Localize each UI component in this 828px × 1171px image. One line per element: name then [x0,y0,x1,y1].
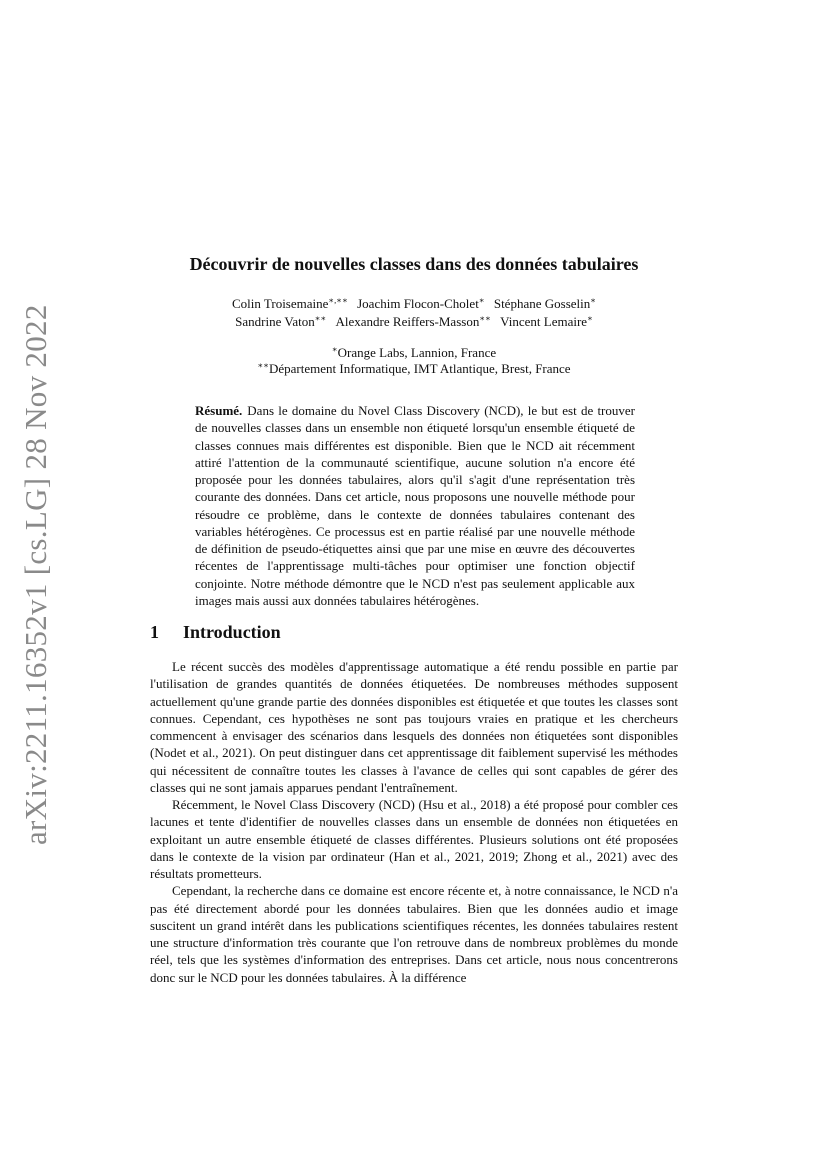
paragraph: Cependant, la recherche dans ce domaine est encore récente et, à notre connaissance, le NCD n'a pas été directement abordé pour les données tabulaires. Bien que les données audio et image suscitent un grand intérêt dans les publications scientifiques récentes, les données tabulaires restent une structure d'information très courante que l'on retrouve dans de nombreux problèmes du monde réel, tels que les systèmes d'information des entreprises. Dans cet article, nous nous concentrerons donc sur le NCD pour les données tabulaires. À la différence [150,883,678,985]
author-name: Stéphane Gosselin∗ [493,295,597,311]
author-line [150,295,678,313]
abstract-text: Dans le domaine du Novel Class Discovery (NCD), le but est de trouver de nouvelles classes dans un ensemble non étiqueté lorsqu'un ensemble étiqueté de classes connues mais différentes est disponible. Bien que le NCD ait récemment attiré l'attention de la communauté scientifique, aucune solution n'a encore été proposée pour les données tabulaires, alors qu'il s'agit d'une représentation très courante des données. Dans cet article, nous proposons une nouvelle méthode pour résoudre ce problème, dans le contexte de données tabulaires contenant des variables hétérogènes. Ce processus est en partie réalisé par une nouvelle méthode de définition de pseudo-étiquettes ainsi que par une mise en œuvre des découvertes récentes de l'apprentissage multi-tâches pour optimiser une fonction objectif conjointe. Notre méthode démontre que le NCD n'est pas seulement applicable aux images mais aussi aux données tabulaires hétérogènes. [195,403,635,608]
author-line [150,313,678,331]
abstract [195,402,635,609]
paper-title: Découvrir de nouvelles classes dans des données tabulaires [189,254,639,274]
section-title: Introduction [183,622,281,642]
affiliation-mark: ∗∗ [479,313,491,323]
paragraph: Récemment, le Novel Class Discovery (NCD) (Hsu et al., 2018) a été proposé pour combler ces lacunes et tente d'identifier de nouvelles classes dans un ensemble de données non étiquetées en exploitant un autre ensemble étiqueté de classes différentes. Plusieurs solutions ont été proposées dans le contexte de la vision par ordinateur (Han et al., 2021, 2019; Zhong et al., 2021) avec des résultats prometteurs. [150,797,678,881]
paragraph: Le récent succès des modèles d'apprentissage automatique a été rendu possible en partie par l'utilisation de grandes quantités de données étiquetées. De nombreuses méthodes supposent actuellement qu'une grande partie des données disponibles est étiquetée et que toutes les classes sont connues. Cependant, ces hypothèses ne sont pas toujours vraies en pratique et les chercheurs commencent à envisager des scénarios dans lesquels des données non étiquetées sont disponibles (Nodet et al., 2021). On peut distinguer dans cet apprentissage dit faiblement supervisé les méthodes qui nécessitent de connaître toutes les classes à l'avance de celles qui sont capables de gérer des classes qui ne sont jamais apparues pendant l'entraînement. [150,659,678,795]
section-number: 1 [150,622,159,642]
author-name: Vincent Lemaire∗ [500,313,593,329]
affiliation-mark: ∗ [478,295,485,305]
author-name: Sandrine Vaton∗∗ [235,313,327,329]
affiliation-mark: ∗ [587,313,593,323]
author-name: Joachim Flocon-Cholet∗ [357,295,485,311]
author-name: Alexandre Reiffers-Masson∗∗ [335,313,491,329]
author-list [150,295,678,331]
affiliation-mark: ∗ [590,295,597,305]
section-heading [150,622,281,643]
affiliation-list [150,345,678,377]
affiliation: ∗Orange Labs, Lannion, France [331,344,497,360]
abstract-label: Résumé. [195,403,243,418]
author-name: Colin Troisemaine∗,∗∗ [231,295,348,311]
affiliation-mark: ∗∗ [314,313,327,323]
affiliation-mark: ∗,∗∗ [328,295,348,305]
body-text [150,658,678,986]
affiliation: ∗∗Département Informatique, IMT Atlantique, Brest, France [257,360,571,376]
arxiv-identifier: arXiv:2211.16352v1 [cs.LG] 28 Nov 2022 [18,304,53,845]
